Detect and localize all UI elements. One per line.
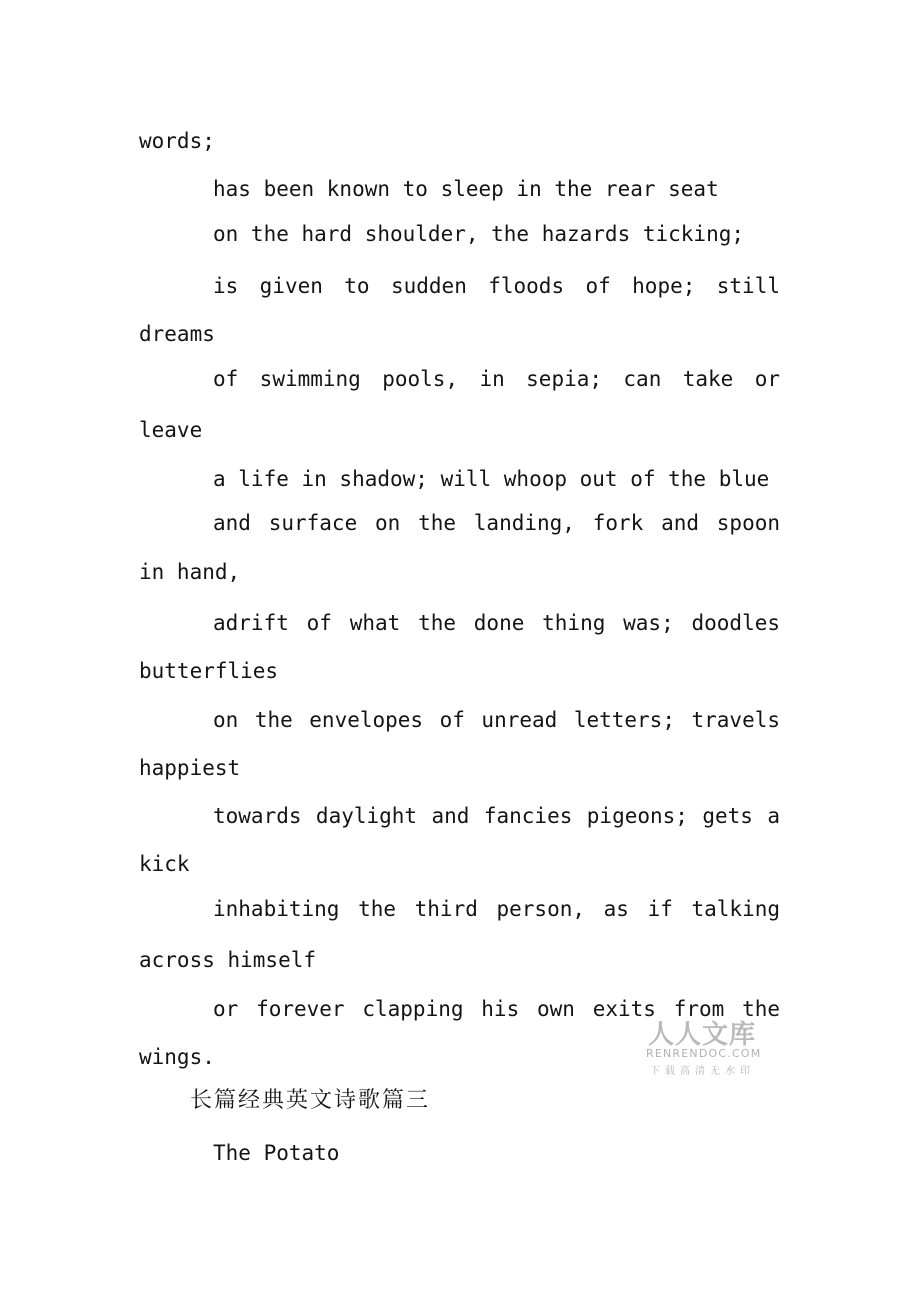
- poem-line: happiest: [139, 756, 241, 780]
- poem-line: leave: [139, 418, 203, 442]
- watermark-title: 人人文库: [648, 1020, 757, 1050]
- poem-line: on the envelopes of unread letters; travels: [213, 708, 780, 732]
- poem-title: The Potato: [213, 1141, 340, 1165]
- poem-line: of swimming pools, in sepia; can take or: [213, 367, 780, 391]
- poem-line: and surface on the landing, fork and spoon: [213, 511, 780, 535]
- poem-line: dreams: [139, 322, 215, 346]
- poem-line: on the hard shoulder, the hazards ticking;: [213, 222, 745, 246]
- poem-line: is given to sudden floods of hope; still: [213, 274, 780, 298]
- watermark-subtitle: 下载高清无水印: [650, 1066, 755, 1077]
- poem-line: adrift of what the done thing was; doodles: [213, 611, 780, 635]
- poem-line: across himself: [139, 948, 317, 972]
- poem-line: butterflies: [139, 659, 279, 683]
- poem-line: towards daylight and fancies pigeons; gets a: [213, 804, 780, 828]
- poem-line: or forever clapping his own exits from the: [213, 997, 780, 1021]
- poem-line: kick: [139, 852, 190, 876]
- poem-line: words;: [139, 129, 215, 153]
- section-heading: 长篇经典英文诗歌篇三: [190, 1088, 431, 1113]
- poem-line: has been known to sleep in the rear seat: [213, 177, 719, 201]
- poem-line: a life in shadow; will whoop out of the blue: [213, 467, 770, 491]
- watermark-logo: [644, 1014, 776, 1078]
- poem-line: wings.: [139, 1045, 215, 1069]
- watermark-url: RENRENDOC.COM: [646, 1047, 762, 1060]
- poem-line: inhabiting the third person, as if talking: [213, 897, 780, 921]
- poem-line: in hand,: [139, 560, 241, 584]
